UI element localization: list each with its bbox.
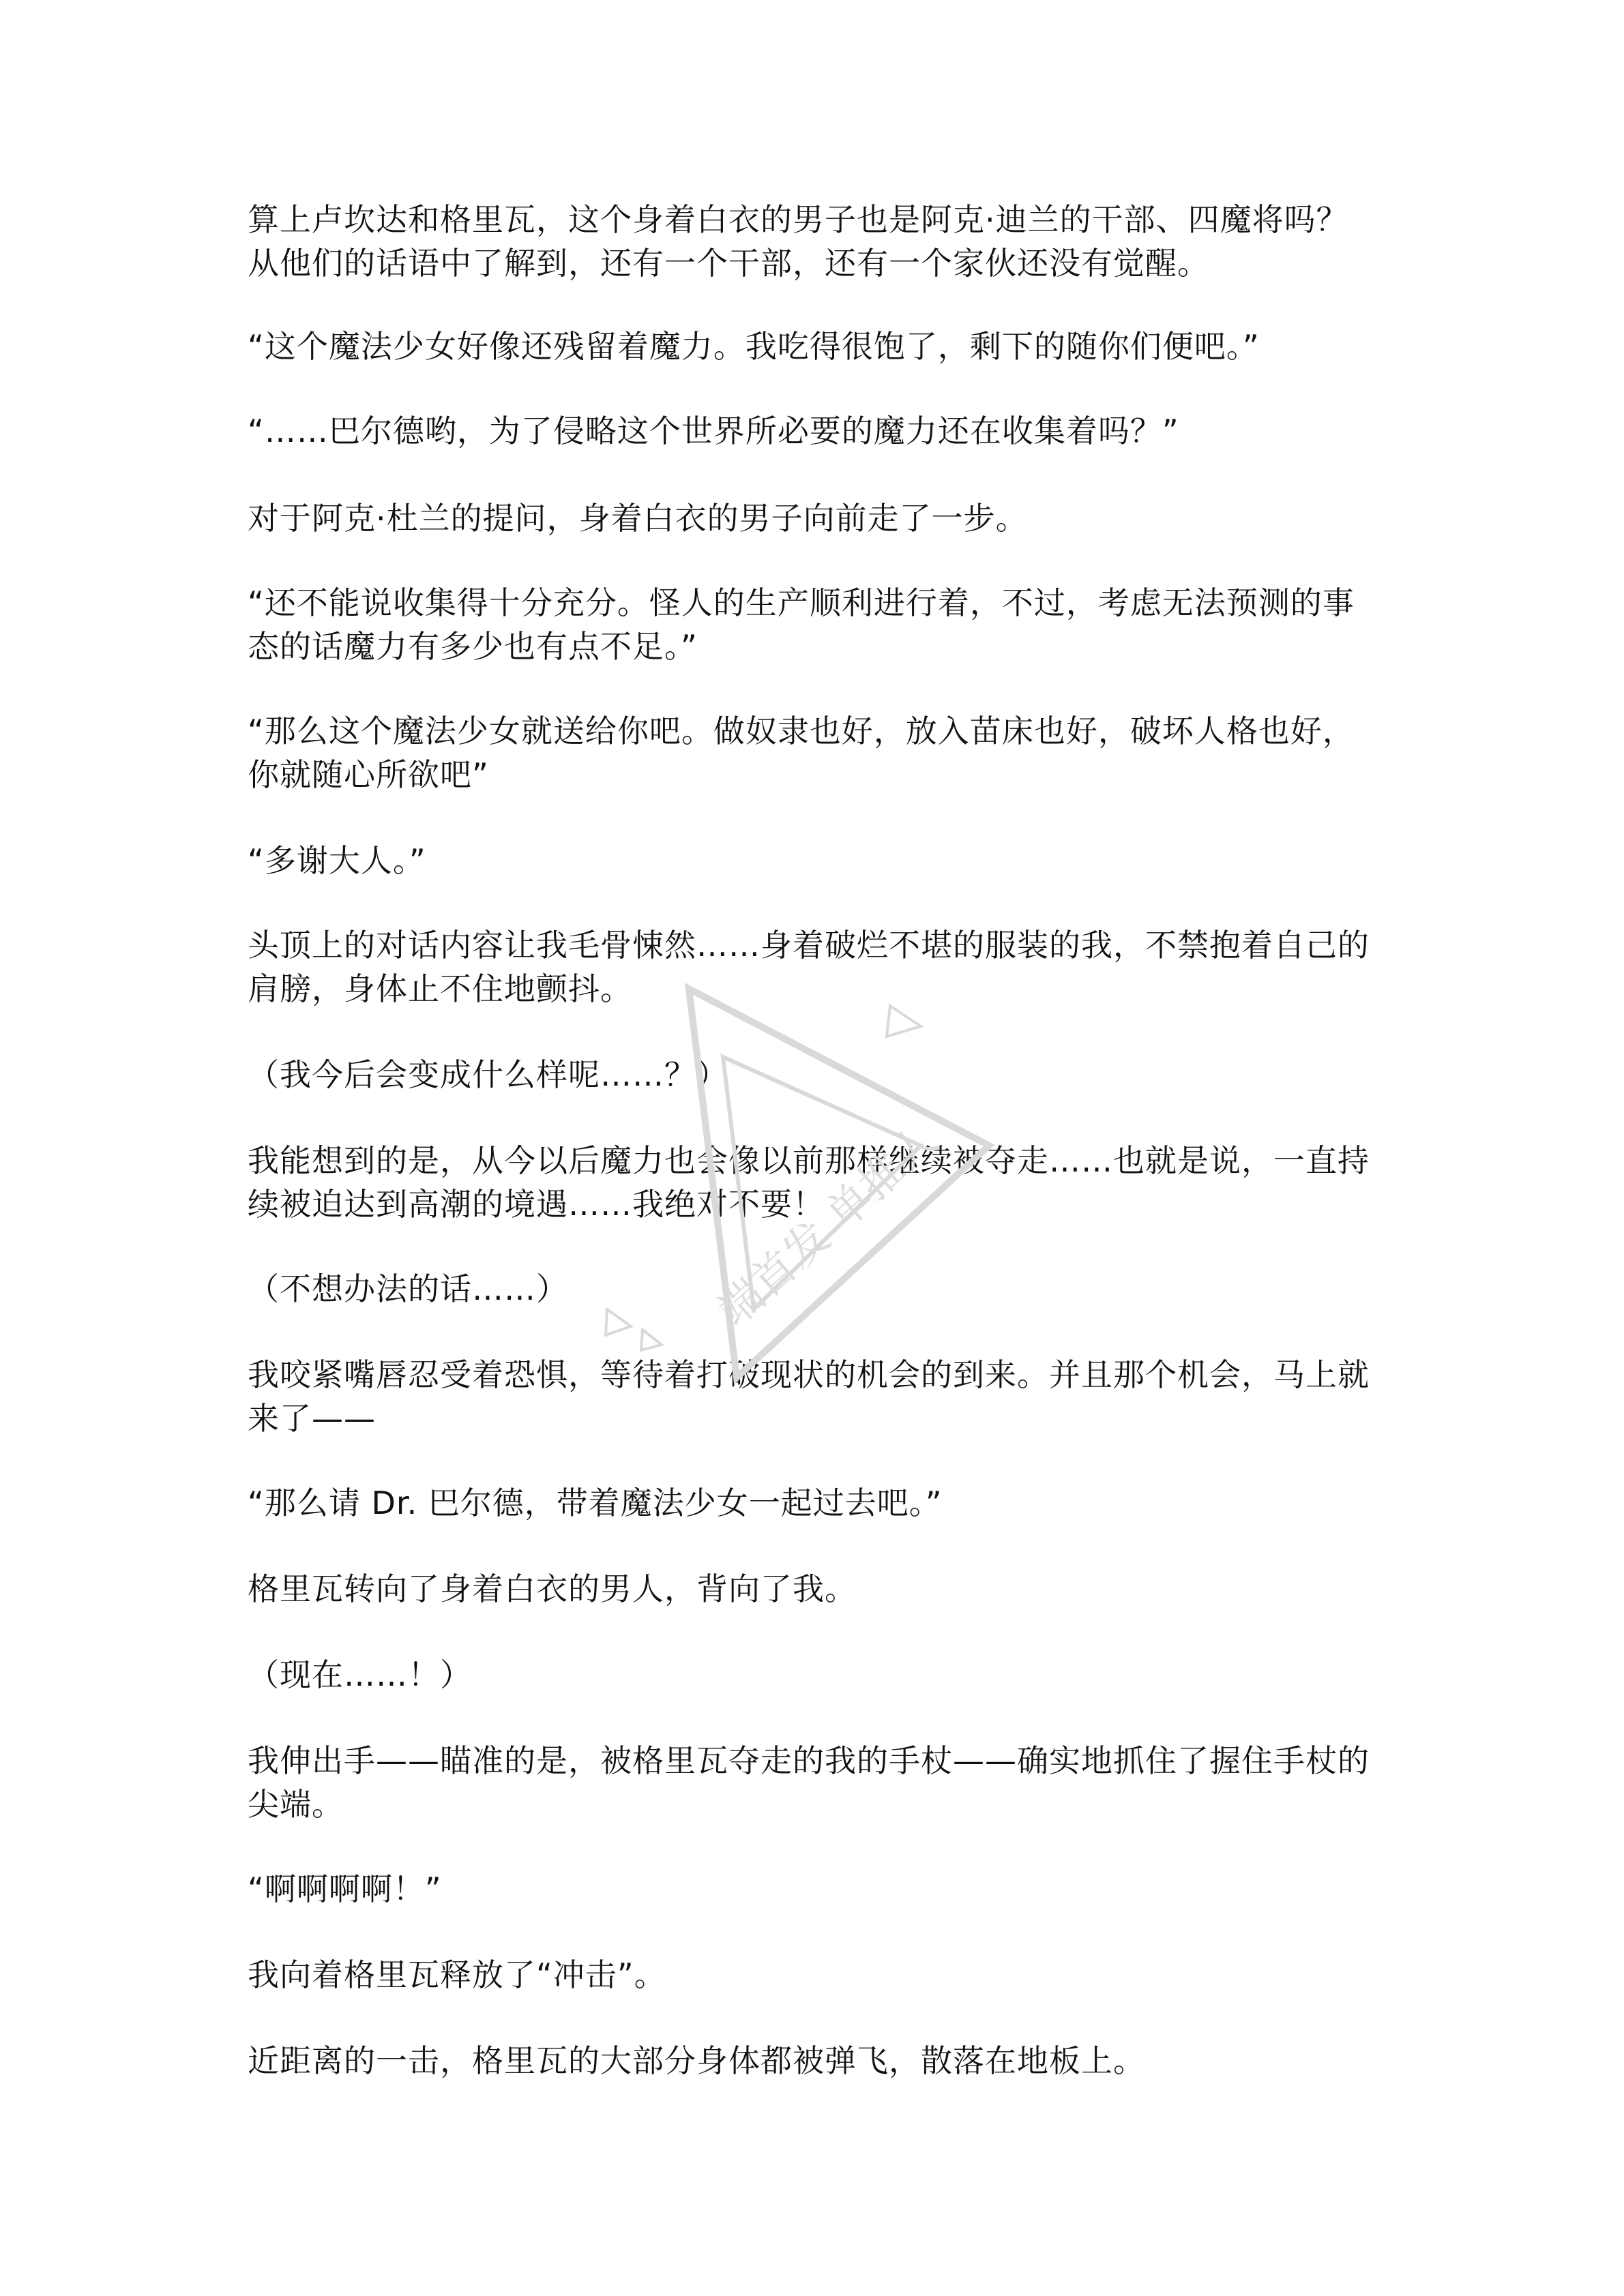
paragraph-line: 我咬紧嘴唇忍受着恐惧，等待着打破现状的机会的到来。并且那个机会，马上就 [248, 1356, 1370, 1393]
paragraph-12 [248, 1353, 1393, 1440]
paragraph-19 [248, 2039, 1393, 2083]
paragraph-line: “还不能说收集得十分充分。怪人的生产顺利进行着，不过，考虑无法预测的事 [248, 584, 1355, 621]
paragraph-10 [248, 1139, 1393, 1226]
paragraph-line: 对于阿克·杜兰的提问，身着白衣的男子向前走了一步。 [248, 500, 1028, 537]
paragraph-line: （现在……！） [248, 1656, 472, 1693]
paragraph-line: 续被迫达到高潮的境遇……我绝对不要！ [248, 1186, 825, 1223]
paragraph-line: 算上卢坎达和格里瓦，这个身着白衣的男子也是阿克·迪兰的干部、四魔将吗？ [248, 201, 1348, 238]
paragraph-9 [248, 1053, 1393, 1097]
paragraph-line: “那么这个魔法少女就送给你吧。做奴隶也好，放入苗床也好，破坏人格也好， [248, 713, 1355, 749]
paragraph-line: 态的话魔力有多少也有点不足。” [248, 628, 698, 665]
paragraph-line: “……巴尔德哟，为了侵略这个世界所必要的魔力还在收集着吗？” [248, 413, 1179, 449]
watermark-text: 端首发 单推人 [709, 1114, 948, 1337]
paragraph-line: （我今后会变成什么样呢……？） [248, 1056, 728, 1093]
paragraph-line: 从他们的话语中了解到，还有一个干部，还有一个家伙还没有觉醒。 [248, 245, 1209, 282]
paragraph-17 [248, 1867, 1393, 1911]
paragraph-line: “啊啊啊啊！” [248, 1870, 442, 1907]
paragraph-line: 你就随心所欲吧” [248, 756, 489, 793]
paragraph-4 [248, 496, 1393, 540]
paragraph-line: 我向着格里瓦释放了“冲击”。 [248, 1956, 666, 1993]
paragraph-1 [248, 198, 1393, 285]
paragraph-line: “那么请 Dr. 巴尔德，带着魔法少女一起过去吧。” [248, 1485, 943, 1521]
paragraph-18 [248, 1953, 1393, 1997]
paragraph-15 [248, 1653, 1393, 1697]
paragraph-line: 近距离的一击，格里瓦的大部分身体都被弹飞，散落在地板上。 [248, 2042, 1145, 2079]
paragraph-8 [248, 923, 1393, 1011]
paragraph-16 [248, 1739, 1393, 1826]
paragraph-line: 尖端。 [248, 1786, 344, 1823]
paragraph-11 [248, 1267, 1393, 1311]
paragraph-6 [248, 709, 1393, 796]
paragraph-line: 头顶上的对话内容让我毛骨悚然……身着破烂不堪的服装的我，不禁抱着自己的 [248, 927, 1370, 964]
paragraph-line: 肩膀，身体止不住地颤抖。 [248, 970, 632, 1007]
paragraph-line: （不想办法的话……） [248, 1270, 568, 1307]
paragraph-line: “这个魔法少女好像还残留着魔力。我吃得很饱了，剩下的随你们便吧。” [248, 328, 1260, 365]
paragraph-3 [248, 409, 1393, 453]
paragraph-line: 我伸出手——瞄准的是，被格里瓦夺走的我的手杖——确实地抓住了握住手杖的 [248, 1742, 1370, 1779]
paragraph-5 [248, 581, 1393, 668]
paragraph-line: 来了—— [248, 1400, 376, 1437]
paragraph-14 [248, 1567, 1393, 1611]
paragraph-line: 格里瓦转向了身着白衣的男人，背向了我。 [248, 1570, 857, 1607]
paragraph-line: 我能想到的是，从今以后魔力也会像以前那样继续被夺走……也就是说，一直持 [248, 1142, 1370, 1179]
paragraph-2 [248, 325, 1393, 368]
paragraph-13 [248, 1481, 1393, 1525]
paragraph-line: “多谢大人。” [248, 842, 426, 879]
paragraph-7 [248, 839, 1393, 882]
